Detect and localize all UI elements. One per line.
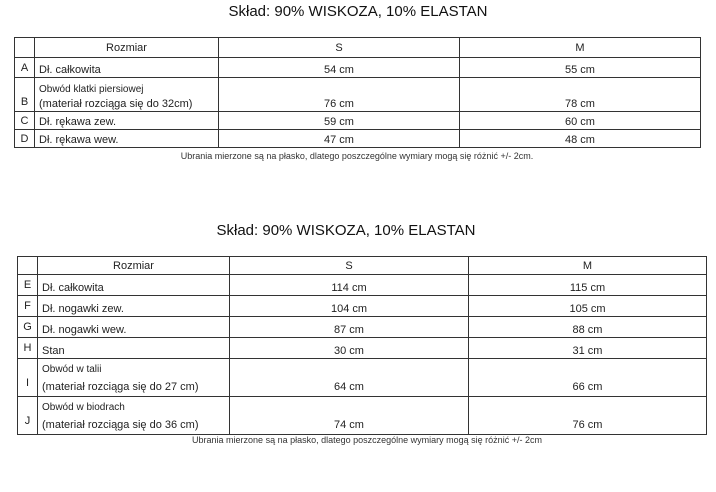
row-letter: B <box>15 78 35 112</box>
value-s: 76 cm <box>219 78 460 112</box>
header-size-m: M <box>469 257 707 275</box>
row-label: Dł. rękawa wew. <box>35 130 219 148</box>
value-s: 114 cm <box>230 275 469 296</box>
header-size-s: S <box>230 257 469 275</box>
size-table-bottom <box>17 256 707 435</box>
value-m: 31 cm <box>469 338 707 359</box>
header-size-label: Rozmiar <box>38 257 230 275</box>
value-m: 55 cm <box>460 58 701 78</box>
row-letter: D <box>15 130 35 148</box>
row-label-line2: (materiał rozciąga się do 27 cm) <box>42 381 199 393</box>
row-label: Dł. nogawki zew. <box>38 296 230 317</box>
value-s: 47 cm <box>219 130 460 148</box>
value-s: 30 cm <box>230 338 469 359</box>
row-label <box>38 359 230 397</box>
table-row <box>15 58 701 78</box>
row-letter: H <box>18 338 38 359</box>
row-label: Stan <box>38 338 230 359</box>
row-letter: I <box>18 359 38 397</box>
table-row <box>15 78 701 112</box>
header-letter-cell <box>18 257 38 275</box>
value-s: 74 cm <box>230 397 469 435</box>
measurement-note: Ubrania mierzone są na płasko, dlatego poszczególne wymiary mogą się różnić +/- 2cm. <box>180 151 534 161</box>
row-label-line2: (materiał rozciąga się do 32cm) <box>39 98 193 110</box>
value-s: 104 cm <box>230 296 469 317</box>
value-s: 54 cm <box>219 58 460 78</box>
value-m: 105 cm <box>469 296 707 317</box>
row-letter: J <box>18 397 38 435</box>
table-row <box>18 296 707 317</box>
value-s: 87 cm <box>230 317 469 338</box>
table-row <box>18 359 707 397</box>
value-s: 64 cm <box>230 359 469 397</box>
value-m: 88 cm <box>469 317 707 338</box>
value-m: 78 cm <box>460 78 701 112</box>
table-row <box>18 317 707 338</box>
table-row <box>18 397 707 435</box>
header-size-s: S <box>219 38 460 58</box>
row-label: Dł. nogawki wew. <box>38 317 230 338</box>
row-label-line2: (materiał rozciąga się do 36 cm) <box>42 419 199 431</box>
row-letter: F <box>18 296 38 317</box>
row-letter: E <box>18 275 38 296</box>
table1-title: Skład: 90% WISKOZA, 10% ELASTAN <box>228 3 488 20</box>
row-label-line1: Obwód w biodrach <box>42 402 125 413</box>
row-label <box>38 397 230 435</box>
measurement-note: Ubrania mierzone są na płasko, dlatego poszczególne wymiary mogą się różnić +/- 2cm <box>192 435 542 445</box>
row-letter: C <box>15 112 35 130</box>
row-label: Dł. rękawa zew. <box>35 112 219 130</box>
header-size-label: Rozmiar <box>35 38 219 58</box>
table-header-row <box>15 38 701 58</box>
value-m: 76 cm <box>469 397 707 435</box>
row-label: Dł. całkowita <box>35 58 219 78</box>
value-m: 115 cm <box>469 275 707 296</box>
value-m: 48 cm <box>460 130 701 148</box>
table-row <box>18 338 707 359</box>
value-s: 59 cm <box>219 112 460 130</box>
size-table-top <box>14 37 701 148</box>
table-header-row <box>18 257 707 275</box>
row-label: Dł. całkowita <box>38 275 230 296</box>
table-row <box>15 112 701 130</box>
table-row <box>15 130 701 148</box>
row-label <box>35 78 219 112</box>
table2-title: Skład: 90% WISKOZA, 10% ELASTAN <box>216 222 476 239</box>
value-m: 66 cm <box>469 359 707 397</box>
value-m: 60 cm <box>460 112 701 130</box>
row-letter: A <box>15 58 35 78</box>
row-label-line1: Obwód w talii <box>42 364 102 375</box>
row-label-line1: Obwód klatki piersiowej <box>39 84 144 95</box>
table-row <box>18 275 707 296</box>
header-size-m: M <box>460 38 701 58</box>
header-letter-cell <box>15 38 35 58</box>
row-letter: G <box>18 317 38 338</box>
